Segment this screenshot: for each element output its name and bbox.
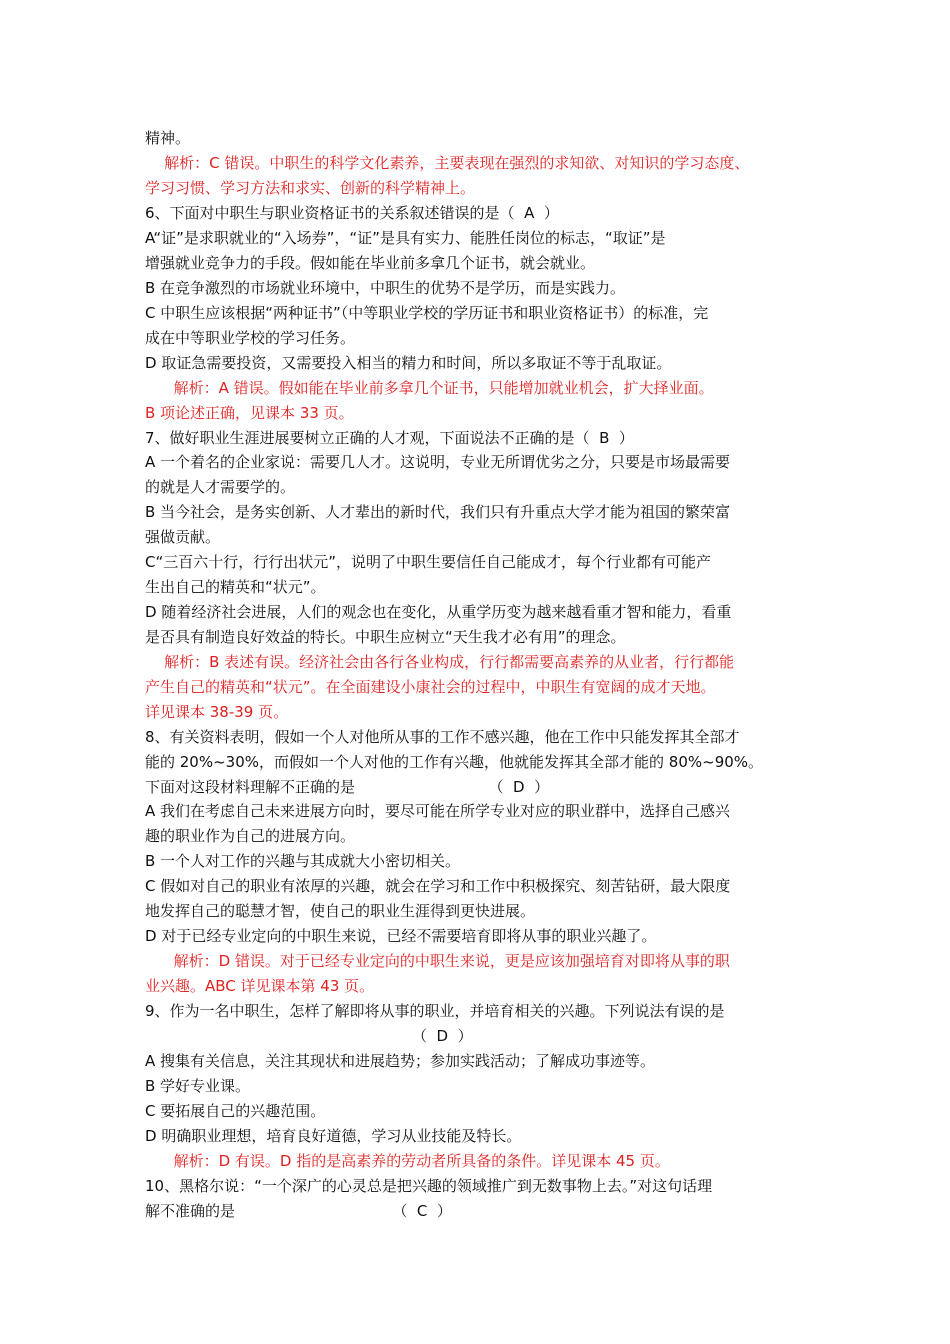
answer-explanation-line: 产生自己的精英和“状元”。在全面建设小康社会的过程中，中职生有宽阔的成才天地。	[145, 678, 716, 696]
question-text-line: A 搜集有关信息，关注其现状和进展趋势；参加实践活动；了解成功事迹等。	[145, 1052, 656, 1070]
question-text-line: 强做贡献。	[145, 528, 221, 546]
question-text-line: 的就是人才需要学的。	[145, 478, 296, 496]
question-text-line: 7、做好职业生涯进展要树立正确的人才观，下面说法不正确的是（ B ）	[145, 429, 634, 447]
question-text-line: C 要拓展自己的兴趣范围。	[145, 1102, 326, 1120]
answer-explanation-line: 解析：A 错误。假如能在毕业前多拿几个证书，只能增加就业机会，扩大择业面。	[145, 379, 714, 397]
question-text-line: B 当今社会，是务实创新、人才辈出的新时代，我们只有升重点大学才能为祖国的繁荣富	[145, 503, 731, 521]
question-text-line: 9、作为一名中职生，怎样了解即将从事的职业，并培育相关的兴趣。下列说法有误的是	[145, 1002, 725, 1020]
answer-explanation-line: 学习习惯、学习方法和求实、创新的科学精神上。	[145, 179, 476, 197]
question-text-line: B 学好专业课。	[145, 1077, 251, 1095]
question-text-line: 生出自己的精英和“状元”。	[145, 578, 326, 596]
question-text-line: 6、下面对中职生与职业资格证书的关系叙述错误的是（ A ）	[145, 204, 559, 222]
question-text-line: 解不准确的是 （ C ）	[145, 1202, 452, 1220]
question-text-line: 增强就业竞争力的手段。假如能在毕业前多拿几个证书，就会就业。	[145, 254, 596, 272]
question-text-line: D 明确职业理想，培育良好道德，学习从业技能及特长。	[145, 1127, 522, 1145]
question-text-line: 是否具有制造良好效益的特长。中职生应树立“天生我才必有用”的理念。	[145, 628, 626, 646]
answer-explanation-line: 详见课本 38-39 页。	[145, 703, 289, 721]
question-text-line: B 在竞争激烈的市场就业环境中，中职生的优势不是学历，而是实践力。	[145, 279, 626, 297]
question-text-line: 10、黑格尔说：“一个深广的心灵总是把兴趣的领域推广到无数事物上去。”对这句话理	[145, 1177, 713, 1195]
answer-explanation-line: 解析：D 有误。D 指的是高素养的劳动者所具备的条件。详见课本 45 页。	[145, 1152, 670, 1170]
question-text-line: C 中职生应该根据“两种证书”（中等职业学校的学历证书和职业资格证书）的标准，完	[145, 304, 709, 322]
question-text-line: D 对于已经专业定向的中职生来说，已经不需要培育即将从事的职业兴趣了。	[145, 927, 657, 945]
question-text-line: 趣的职业作为自己的进展方向。	[145, 827, 356, 845]
question-text-line: D 取证急需要投资，又需要投入相当的精力和时间，所以多取证不等于乱取证。	[145, 354, 672, 372]
question-text-line: A 我们在考虑自己未来进展方向时，要尽可能在所学专业对应的职业群中，选择自己感兴	[145, 802, 731, 820]
question-text-line: B 一个人对工作的兴趣与其成就大小密切相关。	[145, 852, 461, 870]
answer-explanation-line: 解析：D 错误。对于已经专业定向的中职生来说，更是应该加强培育对即将从事的职	[145, 952, 730, 970]
answer-explanation-line: 解析：C 错误。中职生的科学文化素养，主要表现在强烈的求知欲、对知识的学习态度、	[145, 154, 750, 172]
question-text-line: 能的 20%~30%，而假如一个人对他的工作有兴趣，他就能发挥其全部才能的 80%~90%。	[145, 753, 764, 771]
question-text-line: C 假如对自己的职业有浓厚的兴趣，就会在学习和工作中积极探究、刻苦钻研，最大限度	[145, 877, 731, 895]
answer-explanation-line: 解析：B 表述有误。经济社会由各行各业构成，行行都需要高素养的从业者，行行都能	[145, 653, 735, 671]
question-text-line: A“证”是求职就业的“入场券”，“证”是具有实力、能胜任岗位的标志，“取证”是	[145, 229, 666, 247]
question-text-line: A 一个着名的企业家说：需要几人才。这说明，专业无所谓优劣之分，只要是市场最需要	[145, 453, 731, 471]
question-text-line: C“三百六十行，行行出状元”，说明了中职生要信任自己能成才，每个行业都有可能产	[145, 553, 712, 571]
question-text-line: D 随着经济社会进展，人们的观念也在变化，从重学历变为越来越看重才智和能力，看重	[145, 603, 732, 621]
question-text-line: 8、有关资料表明，假如一个人对他所从事的工作不感兴趣，他在工作中只能发挥其全部才	[145, 728, 740, 746]
question-text-line: 精神。	[145, 129, 191, 147]
question-text-line: 地发挥自己的聪慧才智，使自己的职业生涯得到更快进展。	[145, 902, 536, 920]
question-text-line: 成在中等职业学校的学习任务。	[145, 329, 356, 347]
question-text-line: 下面对这段材料理解不正确的是 （ D ）	[145, 778, 550, 796]
answer-explanation-line: 业兴趣。ABC 详见课本第 43 页。	[145, 977, 375, 995]
answer-explanation-line: B 项论述正确，见课本 33 页。	[145, 404, 354, 422]
question-text-line: （ D ）	[145, 1027, 473, 1045]
